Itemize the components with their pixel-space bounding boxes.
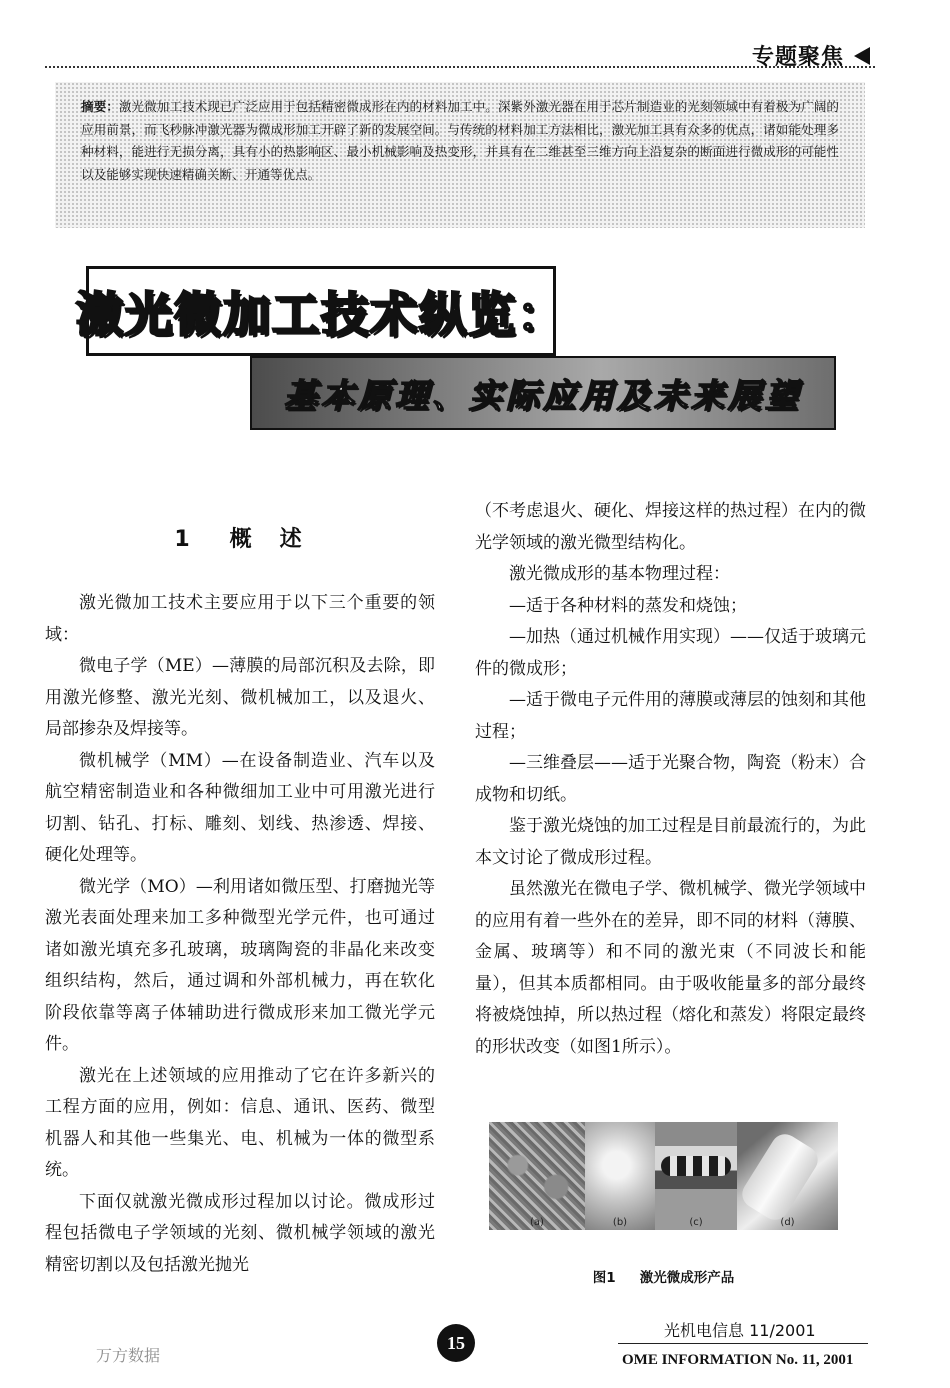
left-column	[45, 588, 435, 1281]
right-column	[475, 496, 866, 1063]
left-paragraph: 激光在上述领域的应用推动了它在许多新兴的工程方面的应用，例如：信息、通讯、医药、微型机器人和其他一些集光、电、机械为一体的微型系统。	[45, 1065, 435, 1180]
abstract-label: 摘要：	[81, 99, 119, 114]
section-title-char-2: 述	[279, 527, 306, 552]
section-tag-label: 专题聚焦	[751, 45, 844, 70]
right-paragraph: 虽然激光在微电子学、微机械学、微光学领域中的应用有着一些外在的差异，即不同的材料（薄膜、金属、玻璃等）和不同的激光束（不同波长和能量），但其本质都相同。由于吸收能量多的部分最终将被烧蚀掉，所以热过程（熔化和蒸发）将限定最终的形状改变（如图1所示）。	[475, 879, 866, 1057]
gear-teeth-shape	[661, 1156, 731, 1176]
section-heading	[45, 522, 435, 553]
right-paragraph: —三维叠层——适于光聚合物，陶瓷（粉末）合成物和切纸。	[475, 753, 866, 805]
page-number: 15	[437, 1324, 475, 1362]
right-paragraph: 激光微成形的基本物理过程：	[509, 564, 730, 584]
figure-1	[489, 1122, 838, 1230]
article-subtitle-text: 基本原理、实际应用及未来展望	[284, 375, 802, 415]
figure-caption	[489, 1266, 838, 1286]
section-number: 1	[174, 527, 194, 552]
article-title-text: 激光微加工技术纵览：	[76, 287, 566, 343]
watermark: 万方数据	[96, 1346, 161, 1365]
panel-label: (d)	[780, 1217, 795, 1228]
left-paragraph: 微电子学（ME）—薄膜的局部沉积及去除，即用激光修整、激光光刻、微机械加工，以及退火、局部掺杂及焊接等。	[45, 656, 435, 739]
abstract-text: 激光微加工技术现已广泛应用于包括精密微成形在内的材料加工中。深紫外激光器在用于芯片制造业的光刻领域中有着极为广阔的应用前景，而飞秒脉冲激光器为微成形加工开辟了新的发展空间。与传统的材料加工方法相比，激光加工具有众多的优点，诸如能处理多种材料，能进行无损分离，具有小的热影响区、最小机械影响及热变形，并具有在二维甚至三维方向上沿复杂的断面进行微成形的可能性以及能够实现快速精确关断、开通等优点。	[81, 99, 840, 182]
abstract-box	[55, 82, 865, 228]
figure-caption-text: 激光微成形产品	[639, 1270, 735, 1286]
left-paragraph: 微光学（MO）—利用诸如微压型、打磨抛光等激光表面处理来加工多种微型光学元件，也可通过诸如激光填充多孔玻璃，玻璃陶瓷的非晶化来改变组织结构，然后，通过调和外部机械力，再在软化阶段依靠等离子体辅助进行微成形来加工微光学元件。	[45, 876, 435, 1054]
figure-panel-d	[737, 1122, 838, 1230]
article-subtitle	[250, 356, 836, 430]
right-continuation: （不考虑退火、硬化、焊接这样的热过程）在内的微光学领域的激光微型结构化。	[475, 501, 866, 553]
panel-label: (b)	[612, 1217, 628, 1228]
issue-label: 光机电信息 11/2001	[664, 1321, 816, 1340]
figure-panel-c	[655, 1122, 737, 1230]
left-paragraph: 激光微加工技术主要应用于以下三个重要的领域：	[45, 593, 435, 645]
footer-divider	[618, 1343, 868, 1344]
right-paragraph: 鉴于激光烧蚀的加工过程是目前最流行的，为此本文讨论了微成形过程。	[475, 816, 866, 868]
journal-english-name: OME INFORMATION No. 11, 2001	[622, 1352, 854, 1368]
header-divider	[45, 66, 875, 68]
triangle-pointer-icon	[854, 47, 870, 65]
figure-panel-b	[585, 1122, 655, 1230]
right-paragraph: —适于微电子元件用的薄膜或薄层的蚀刻和其他过程；	[475, 690, 866, 742]
left-paragraph: 下面仅就激光微成形过程加以讨论。微成形过程包括微电子学领域的光刻、微机械学领域的激光精密切割以及包括激光抛光	[45, 1191, 435, 1275]
panel-label: (c)	[689, 1217, 703, 1228]
left-paragraph: 微机械学（MM）—在设备制造业、汽车以及航空精密制造业和各种微细加工业中可用激光进行切割、钻孔、打标、雕刻、划线、热渗透、焊接、硬化处理等。	[45, 750, 435, 865]
right-paragraph: —加热（通过机械作用实现）——仅适于玻璃元件的微成形；	[475, 627, 866, 679]
figure-caption-number: 图1	[592, 1270, 616, 1286]
figure-panel-a	[489, 1122, 585, 1230]
article-title	[76, 266, 566, 356]
panel-label: (a)	[530, 1217, 544, 1228]
polished-rod-shape	[737, 1129, 823, 1225]
right-paragraph: —适于各种材料的蒸发和烧蚀；	[509, 595, 747, 616]
section-title-char-1: 概	[229, 527, 256, 552]
